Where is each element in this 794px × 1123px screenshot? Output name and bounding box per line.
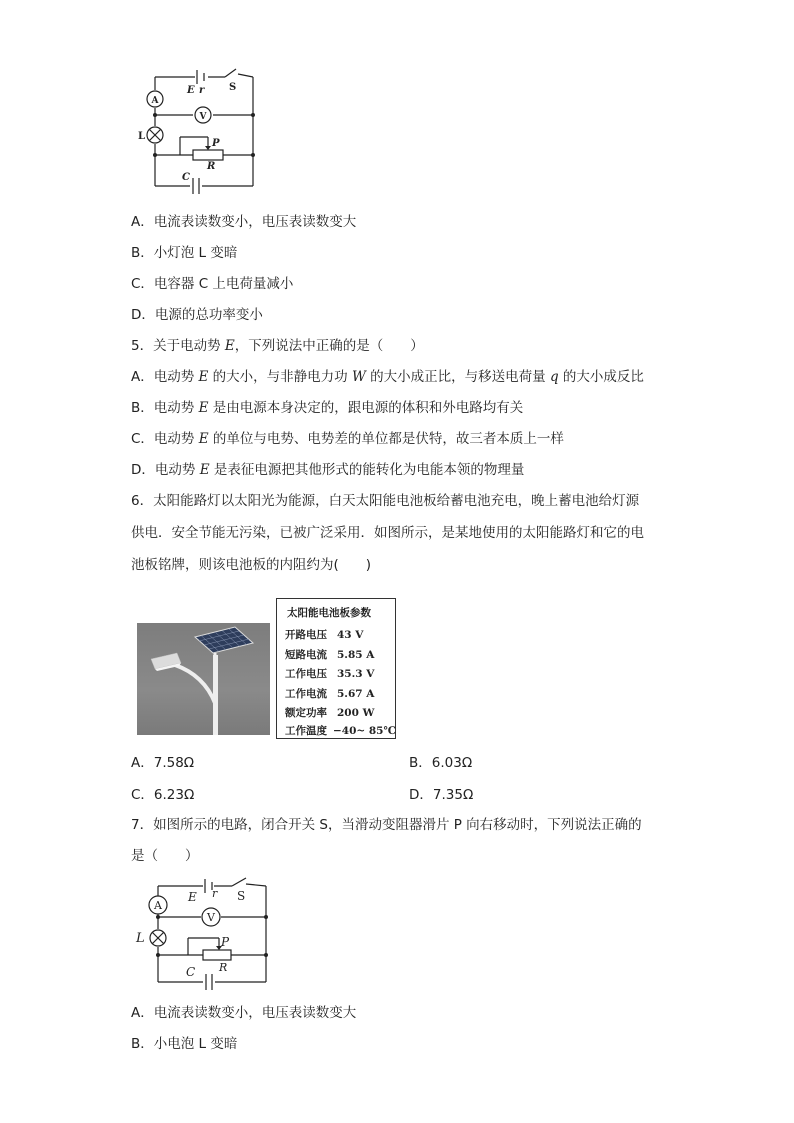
battery-emf-label: E — [188, 890, 197, 904]
switch-label: S — [237, 889, 246, 903]
q4-option-b: B．小灯泡 L 变暗 — [131, 245, 238, 261]
switch-label: S — [229, 82, 237, 93]
lamp-label: L — [136, 931, 145, 946]
q6-stem-line-1: 6．太阳能路灯以太阳光为能源，白天太阳能电池板给蓄电池充电，晚上蓄电池给灯源 — [131, 493, 640, 509]
rheostat-label: R — [207, 161, 216, 172]
ammeter-label: A — [151, 96, 159, 106]
rheostat-label: R — [219, 961, 228, 974]
voltmeter-label: V — [199, 112, 207, 122]
q6-stem-line-3: 池板铭牌，则该电池板的内阻约为( ) — [131, 557, 372, 573]
q7-option-b: B．小电泡 L 变暗 — [131, 1036, 238, 1052]
q5-option-c: C．电动势 E 的单位与电势、电势差的单位都是伏特，故三者本质上一样 — [131, 431, 564, 447]
internal-resistance-label: r — [212, 887, 218, 900]
spec-row: 短路电流 5.85 A — [285, 649, 375, 661]
spec-title: 太阳能电池板参数 — [287, 607, 371, 619]
q5-stem: 5．关于电动势 E，下列说法中正确的是（ ） — [131, 338, 424, 354]
q4-option-a: A．电流表读数变小，电压表读数变大 — [131, 214, 357, 230]
spec-row: 工作温度 −40~ 85℃ — [285, 725, 397, 737]
q7-stem-line-2: 是（ ） — [131, 848, 199, 864]
capacitor-label: C — [186, 965, 196, 979]
q5-option-d: D．电动势 E 是表征电源把其他形式的能转化为电能本领的物理量 — [131, 462, 525, 478]
q5-option-b: B．电动势 E 是由电源本身决定的，跟电源的体积和外电路均有关 — [131, 400, 524, 416]
q4-option-d: D．电源的总功率变小 — [131, 307, 263, 323]
slider-label: P — [221, 935, 230, 949]
slider-label: P — [212, 138, 220, 149]
q6-stem-line-2: 供电．安全节能无污染，已被广泛采用．如图所示，是某地使用的太阳能路灯和它的电 — [131, 525, 644, 541]
q6-option-d: D．7.35Ω — [409, 787, 474, 803]
spec-row: 工作电压 35.3 V — [285, 668, 375, 680]
q4-option-c: C．电容器 C 上电荷量减小 — [131, 276, 294, 292]
q5-option-a: A．电动势 E 的大小，与非静电力功 W 的大小成正比，与移送电荷量 q 的大小成反比 — [131, 369, 644, 385]
battery-emf-label: E — [187, 85, 195, 96]
internal-resistance-label: r — [199, 85, 205, 96]
ammeter-label: A — [154, 899, 162, 912]
voltmeter-label: V — [207, 911, 215, 924]
spec-row: 工作电流 5.67 A — [285, 688, 375, 700]
spec-row: 开路电压 43 V — [285, 629, 364, 641]
q6-option-c: C．6.23Ω — [131, 787, 195, 803]
q6-option-b: B．6.03Ω — [409, 755, 473, 771]
q6-option-a: A．7.58Ω — [131, 755, 195, 771]
q7-option-a: A．电流表读数变小，电压表读数变大 — [131, 1005, 357, 1021]
capacitor-label: C — [182, 172, 190, 183]
spec-row: 额定功率 200 W — [285, 707, 375, 719]
q7-stem-line-1: 7．如图所示的电路，闭合开关 S，当滑动变阻器滑片 P 向右移动时，下列说法正确的 — [131, 817, 642, 833]
lamp-label: L — [138, 131, 146, 142]
